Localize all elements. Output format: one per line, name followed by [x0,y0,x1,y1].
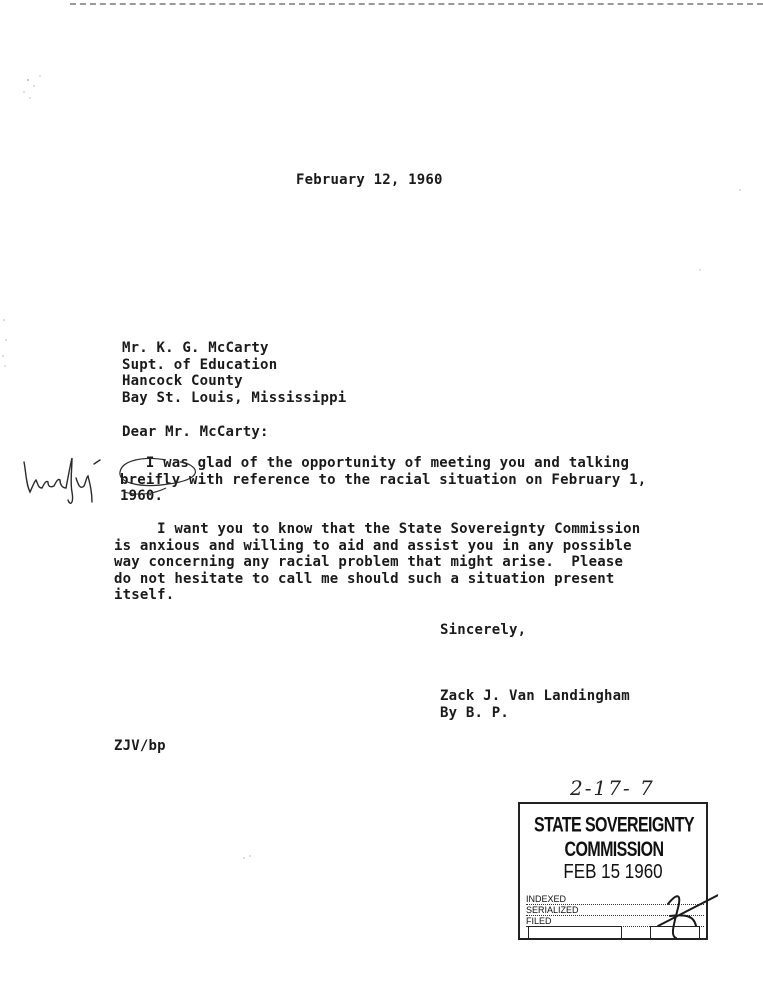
typist-initials: ZJV/bp [114,738,166,754]
top-edge-line [70,3,763,5]
handwritten-circle-mark [114,452,204,502]
paragraph-two [114,521,640,604]
paragraph-line: way concerning any racial problem that might arise. Please [114,554,624,570]
stamp-line-filed: FILED [526,916,704,927]
recipient-address [122,340,346,406]
paragraph-line: breifly with reference to the racial situation on February 1, [120,471,647,488]
paragraph-line: do not hesitate to call me should such a situation present [114,570,615,587]
closing: Sincerely, [440,622,527,638]
stamp-date: FEB 15 1960 [563,860,663,883]
paragraph-line: I was glad of the opportunity of meeting you and talking [120,455,630,471]
address-line: Supt. of Education [122,356,278,373]
signature-by: By B. P. [440,704,510,721]
stamp-signature-scrawl [518,776,718,946]
address-line: Bay St. Louis, Mississippi [122,389,347,406]
paragraph-line: I want you to know that the State Sovereignty Commission [114,521,641,537]
signature-block [440,688,630,721]
stamp-heading: STATE SOVEREIGNTY COMMISSION [534,814,694,862]
handwritten-file-number: 2-17- 7 [570,776,655,800]
paragraph-line: 1960. [120,488,164,504]
letter-date: February 12, 1960 [296,172,443,188]
address-line: Mr. K. G. McCarty [122,340,269,356]
handwritten-margin-note [20,448,104,508]
signature-name: Zack J. Van Landingham [440,688,630,704]
paragraph-line: is anxious and willing to aid and assist you in any possible [114,537,632,554]
salutation: Dear Mr. McCarty: [122,424,269,440]
stamp-line-serialized: SERIALIZED [526,905,704,916]
address-line: Hancock County [122,373,243,389]
paragraph-line: itself. [114,587,175,603]
stamp-line-indexed: INDEXED [526,894,704,905]
